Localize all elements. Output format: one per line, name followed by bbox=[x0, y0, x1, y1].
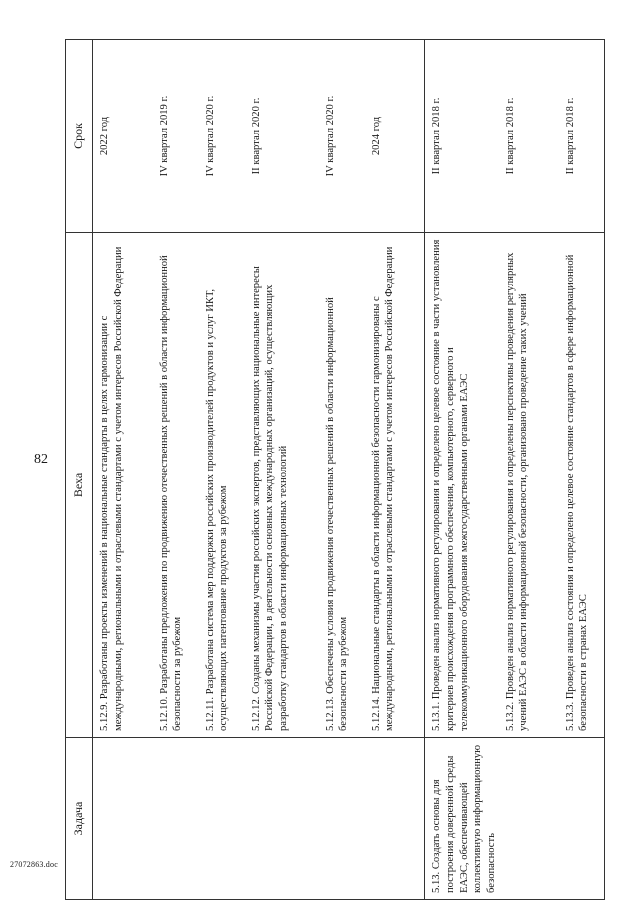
milestone-cell: 5.13.2. Проведен анализ нормативного регулирования и определены перспективы проведения регулярных учений ЕАЭС в области информационной безопасности, организовано проведение таких учений bbox=[499, 233, 559, 738]
table-row bbox=[93, 40, 153, 900]
task-cell: 5.13. Создать основы для построения доверенной среды ЕАЭС, обеспечивающей коллективную информационную безопасность bbox=[425, 738, 605, 900]
footer-filename: 27072863.doc bbox=[10, 860, 58, 869]
roadmap-table bbox=[65, 39, 605, 900]
page-number: 82 bbox=[34, 452, 48, 467]
milestone-cell: 5.12.10. Разработаны предложения по продвижению отечественных решений в области информационной безопасности за рубежом bbox=[153, 233, 199, 738]
milestone-cell: 5.12.12. Созданы механизмы участия российских экспертов, представляющих национальные интересы Российской Федерации, в деятельности основных международных организаций, осуществляющих разработку стандартов в области информационных технологий bbox=[245, 233, 319, 738]
table-header-row bbox=[66, 40, 93, 900]
table-row bbox=[425, 40, 499, 900]
deadline-cell: II квартал 2020 г. bbox=[245, 40, 319, 233]
milestone-cell: 5.12.9. Разработаны проекты изменений в национальные стандарты в целях гармонизации с международными, региональными и отраслевыми стандартами с учетом интересов Российской Федерации bbox=[93, 233, 153, 738]
milestone-cell: 5.12.13. Обеспечены условия продвижения отечественных решений в области информационной безопасности за рубежом bbox=[319, 233, 365, 738]
deadline-cell: IV квартал 2019 г. bbox=[153, 40, 199, 233]
milestone-cell: 5.13.3. Проведен анализ состояния и определено целевое состояние стандартов в сфере информационной безопасности в странах ЕАЭС bbox=[559, 233, 605, 738]
milestone-cell: 5.12.14. Национальные стандарты в области информационной безопасности гармонизированы с международными, региональными и отраслевыми стандартами с учетом интересов Российской Федерации bbox=[365, 233, 425, 738]
deadline-cell: IV квартал 2020 г. bbox=[199, 40, 245, 233]
rotated-table-container bbox=[65, 40, 605, 900]
milestone-cell: 5.13.1. Проведен анализ нормативного регулирования и определено целевое состояние в части установления критериев происхождения программного обеспечения, компьютерного, серверного и телекоммуникационного оборудования межгосударственными органами ЕАЭС bbox=[425, 233, 499, 738]
task-cell bbox=[93, 738, 425, 900]
header-deadline: Срок bbox=[66, 40, 93, 233]
deadline-cell: IV квартал 2020 г. bbox=[319, 40, 365, 233]
header-milestone: Веха bbox=[66, 233, 93, 738]
header-task: Задача bbox=[66, 738, 93, 900]
deadline-cell: 2022 год bbox=[93, 40, 153, 233]
deadline-cell: II квартал 2018 г. bbox=[425, 40, 499, 233]
milestone-cell: 5.12.11. Разработана система мер поддержки российских производителей продуктов и услуг ИКТ, осуществляющих патентование продуктов за рубежом bbox=[199, 233, 245, 738]
deadline-cell: II квартал 2018 г. bbox=[559, 40, 605, 233]
deadline-cell: II квартал 2018 г. bbox=[499, 40, 559, 233]
deadline-cell: 2024 год bbox=[365, 40, 425, 233]
